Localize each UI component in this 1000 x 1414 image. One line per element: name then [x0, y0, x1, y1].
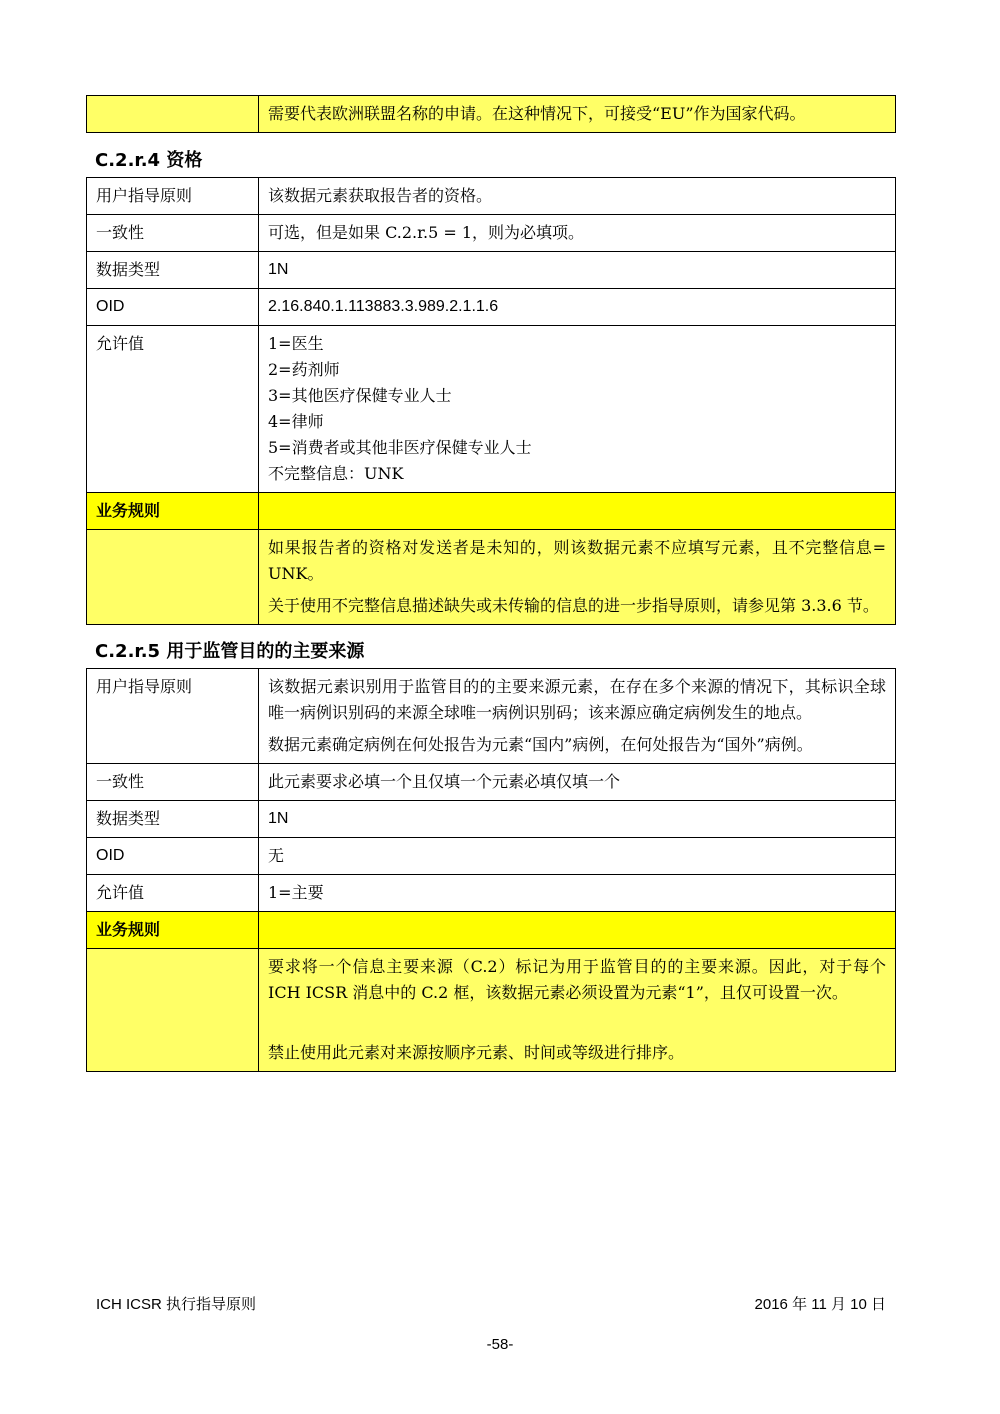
row-label: OID [87, 838, 259, 875]
row-value: 2.16.840.1.113883.3.989.2.1.1.6 [259, 289, 896, 326]
row-value: 此元素要求必填一个且仅填一个元素必填仅填一个 [259, 764, 896, 801]
row-value: 可选，但是如果 C.2.r.5 = 1，则为必填项。 [259, 215, 896, 252]
table-row [87, 252, 896, 289]
business-rules-header-empty [259, 912, 896, 949]
row-label: 一致性 [87, 764, 259, 801]
table-row [87, 215, 896, 252]
row-label: 数据类型 [87, 801, 259, 838]
allowed-value: 1=医生 [268, 334, 324, 353]
row-label: 用户指导原则 [87, 178, 259, 215]
guideline-paragraph: 数据元素确定病例在何处报告为元素“国内”病例，在何处报告为“国外”病例。 [268, 735, 813, 754]
top-empty-cell [87, 96, 259, 133]
row-value [259, 669, 896, 764]
row-label: 一致性 [87, 215, 259, 252]
row-value: 1=主要 [259, 875, 896, 912]
top-continuation-text: 需要代表欧洲联盟名称的申请。在这种情况下，可接受“EU”作为国家代码。 [259, 96, 896, 133]
allowed-value: 4=律师 [268, 412, 324, 431]
business-rules-header-row [87, 493, 896, 530]
row-label: 数据类型 [87, 252, 259, 289]
row-label: 允许值 [87, 875, 259, 912]
business-rules-text [259, 530, 896, 625]
section-title-c2r5: C.2.r.5 用于监管目的的主要来源 [95, 641, 365, 662]
business-rules-label: 业务规则 [87, 912, 259, 949]
row-label: 用户指导原则 [87, 669, 259, 764]
business-rules-header-row [87, 912, 896, 949]
business-rule-paragraph: 要求将一个信息主要来源（C.2）标记为用于监管目的的主要来源。因此，对于每个 ICH ICSR 消息中的 C.2 框，该数据元素必须设置为元素“1”，且仅可设置一次。 [268, 957, 886, 1002]
top-continuation-table [86, 95, 896, 133]
business-rules-empty [87, 949, 259, 1072]
business-rule-paragraph: 禁止使用此元素对来源按顺序元素、时间或等级进行排序。 [268, 1043, 685, 1062]
guideline-paragraph: 该数据元素识别用于监管目的的主要来源元素，在存在多个来源的情况下，其标识全球唯一病例识别码的来源全球唯一病例识别码；该来源应确定病例发生的地点。 [268, 677, 886, 722]
business-rules-empty [87, 530, 259, 625]
business-rules-label: 业务规则 [87, 493, 259, 530]
row-value: 该数据元素获取报告者的资格。 [259, 178, 896, 215]
business-rules-header-empty [259, 493, 896, 530]
page-number: -58- [486, 1336, 514, 1353]
allowed-value: 2=药剂师 [268, 360, 340, 379]
footer-date: 2016 年 11 月 10 日 [754, 1296, 886, 1313]
c2r4-table [86, 177, 896, 625]
row-label: 允许值 [87, 326, 259, 493]
allowed-value: 3=其他医疗保健专业人士 [268, 386, 452, 405]
table-row [87, 178, 896, 215]
table-row [87, 838, 896, 875]
table-row [87, 669, 896, 764]
business-rule-paragraph: 如果报告者的资格对发送者是未知的，则该数据元素不应填写元素，且不完整信息= UNK。 [268, 538, 886, 583]
row-value: 1N [259, 801, 896, 838]
table-row [87, 289, 896, 326]
business-rule-paragraph: 关于使用不完整信息描述缺失或未传输的信息的进一步指导原则，请参见第 3.3.6 节。 [268, 596, 879, 615]
row-label: OID [87, 289, 259, 326]
business-rules-row [87, 949, 896, 1072]
table-row [87, 326, 896, 493]
section-title-c2r4: C.2.r.4 资格 [95, 150, 203, 171]
table-row [87, 801, 896, 838]
c2r5-table [86, 668, 896, 1072]
allowed-values-cell [259, 326, 896, 493]
footer-doc-title: ICH ICSR 执行指导原则 [96, 1296, 257, 1313]
allowed-value: 不完整信息：UNK [268, 464, 404, 483]
table-row [87, 764, 896, 801]
table-row [87, 875, 896, 912]
allowed-value: 5=消费者或其他非医疗保健专业人士 [268, 438, 532, 457]
business-rules-row [87, 530, 896, 625]
row-value: 1N [259, 252, 896, 289]
business-rules-text [259, 949, 896, 1072]
row-value: 无 [259, 838, 896, 875]
